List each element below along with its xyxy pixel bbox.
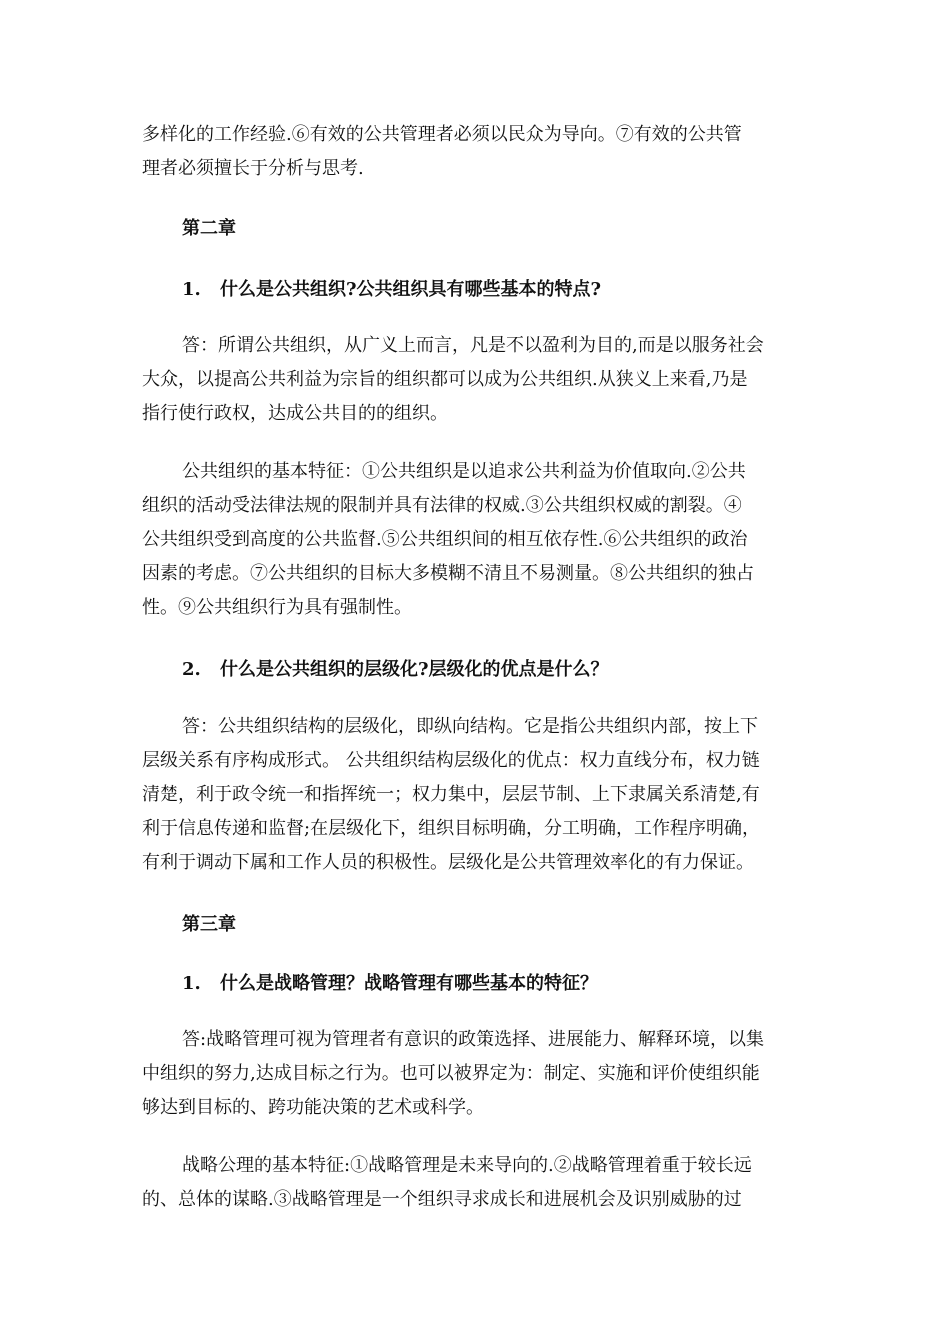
text-line: 指行使行政权，达成公共目的的组织。 [142, 403, 448, 424]
chapter-heading-2: 第二章 [182, 218, 236, 239]
text-line: 公共组织的基本特征：①公共组织是以追求公共利益为价值取向.②公共 [182, 461, 746, 482]
text-line: 的、总体的谋略.③战略管理是一个组织寻求成长和进展机会及识别威胁的过 [142, 1189, 742, 1210]
question-number: 2. [182, 659, 201, 680]
answer-paragraph [142, 710, 810, 880]
answer-paragraph [142, 329, 810, 431]
question-text: 什么是公共组织?公共组织具有哪些基本的特点? [220, 279, 602, 300]
question-heading [182, 273, 601, 307]
question-heading [182, 967, 598, 1001]
text-line: 答：所谓公共组织，从广义上而言，凡是不以盈利为目的,而是以服务社会 [182, 335, 764, 356]
text-line: 大众，以提高公共利益为宗旨的组织都可以成为公共组织.从狭义上来看,乃是 [142, 369, 748, 390]
question-text: 什么是公共组织的层级化?层级化的优点是什么？ [220, 659, 609, 680]
text-line: 性。⑨公共组织行为具有强制性。 [142, 597, 412, 618]
paragraph-intro [142, 118, 810, 186]
text-line: 清楚，利于政令统一和指挥统一；权力集中，层层节制、上下隶属关系清楚,有 [142, 784, 760, 805]
text-line: 多样化的工作经验.⑥有效的公共管理者必须以民众为导向。⑦有效的公共管 [142, 124, 742, 145]
question-number: 1. [182, 973, 201, 994]
text-line: 理者必须擅长于分析与思考. [142, 158, 364, 179]
answer-paragraph [142, 1023, 810, 1125]
text-line: 答：公共组织结构的层级化，即纵向结构。它是指公共组织内部，按上下 [182, 716, 758, 737]
text-line: 公共组织受到高度的公共监督.⑤公共组织间的相互依存性.⑥公共组织的政治 [142, 529, 748, 550]
text-line: 层级关系有序构成形式。 公共组织结构层级化的优点：权力直线分布，权力链 [142, 750, 760, 771]
text-line: 利于信息传递和监督;在层级化下，组织目标明确，分工明确，工作程序明确， [142, 818, 761, 839]
answer-paragraph [142, 455, 810, 625]
text-line: 答:战略管理可视为管理者有意识的政策选择、进展能力、解释环境，以集 [182, 1029, 765, 1050]
text-line: 战略公理的基本特征:①战略管理是未来导向的.②战略管理着重于较长远 [182, 1155, 752, 1176]
chapter-heading-3: 第三章 [182, 914, 236, 935]
question-text: 什么是战略管理？战略管理有哪些基本的特征？ [220, 973, 598, 994]
text-line: 有利于调动下属和工作人员的积极性。层级化是公共管理效率化的有力保证。 [142, 852, 754, 873]
question-heading [182, 653, 609, 687]
question-number: 1. [182, 279, 201, 300]
answer-paragraph [142, 1149, 810, 1217]
text-line: 因素的考虑。⑦公共组织的目标大多模糊不清且不易测量。⑧公共组织的独占 [142, 563, 754, 584]
text-line: 中组织的努力,达成目标之行为。也可以被界定为：制定、实施和评价使组织能 [142, 1063, 760, 1084]
text-line: 够达到目标的、跨功能决策的艺术或科学。 [142, 1097, 484, 1118]
text-line: 组织的活动受法律法规的限制并具有法律的权威.③公共组织权威的割裂。④ [142, 495, 742, 516]
